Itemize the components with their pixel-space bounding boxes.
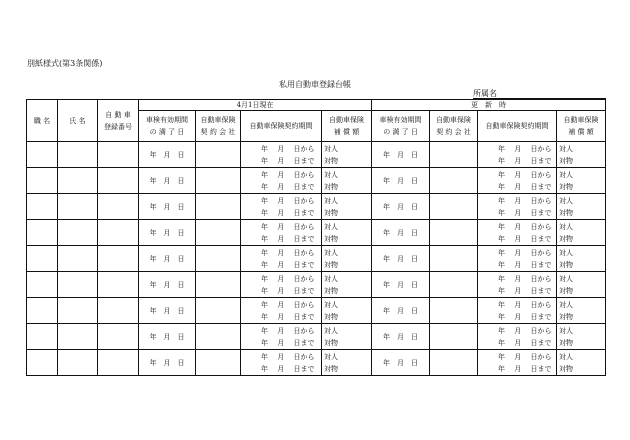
contract-period-cell[interactable]: 年 月 日から 年 月 日まで	[241, 246, 322, 272]
coverage-cell[interactable]: 対人 対物	[557, 350, 606, 376]
affiliation-label: 所属名	[473, 89, 497, 98]
registration-number-cell[interactable]	[98, 142, 139, 168]
table-row	[27, 220, 606, 246]
contract-period-cell[interactable]: 年 月 日から 年 月 日まで	[478, 142, 557, 168]
coverage-cell[interactable]: 対人 対物	[322, 272, 372, 298]
inspection-expiry-cell[interactable]: 年 月 日	[139, 324, 196, 350]
insurer-cell[interactable]	[196, 350, 241, 376]
registration-number-cell[interactable]	[98, 220, 139, 246]
insurer-cell[interactable]	[430, 246, 478, 272]
inspection-expiry-cell[interactable]: 年 月 日	[139, 168, 196, 194]
contract-period-cell[interactable]: 年 月 日から 年 月 日まで	[478, 350, 557, 376]
contract-period-cell[interactable]: 年 月 日から 年 月 日まで	[241, 220, 322, 246]
header-renewal-inspection-expiry: 車検有効期間 の 満 了 日	[372, 111, 430, 142]
header-renewal-insurer: 自動車保険 契 約 会 社	[430, 111, 478, 142]
inspection-expiry-cell[interactable]: 年 月 日	[372, 142, 430, 168]
inspection-expiry-cell[interactable]: 年 月 日	[139, 246, 196, 272]
header-renewal-group: 更 新 時	[372, 100, 606, 111]
coverage-cell[interactable]: 対人 対物	[557, 194, 606, 220]
header-current-group: 4月1日現在	[139, 100, 372, 111]
insurer-cell[interactable]	[430, 168, 478, 194]
name-cell[interactable]	[58, 142, 98, 168]
registration-number-cell[interactable]	[98, 298, 139, 324]
contract-period-cell[interactable]: 年 月 日から 年 月 日まで	[241, 194, 322, 220]
inspection-expiry-cell[interactable]: 年 月 日	[372, 272, 430, 298]
table-row	[27, 272, 606, 298]
contract-period-cell[interactable]: 年 月 日から 年 月 日まで	[478, 194, 557, 220]
inspection-expiry-cell[interactable]: 年 月 日	[139, 272, 196, 298]
contract-period-cell[interactable]: 年 月 日から 年 月 日まで	[478, 272, 557, 298]
insurer-cell[interactable]	[196, 246, 241, 272]
inspection-expiry-cell[interactable]: 年 月 日	[372, 350, 430, 376]
contract-period-cell[interactable]: 年 月 日から 年 月 日まで	[241, 272, 322, 298]
coverage-cell[interactable]: 対人 対物	[557, 298, 606, 324]
registration-ledger-table	[26, 99, 606, 376]
inspection-expiry-cell[interactable]: 年 月 日	[139, 220, 196, 246]
job-title-cell[interactable]	[27, 324, 58, 350]
job-title-cell[interactable]	[27, 298, 58, 324]
insurer-cell[interactable]	[196, 324, 241, 350]
job-title-cell[interactable]	[27, 194, 58, 220]
name-cell[interactable]	[58, 168, 98, 194]
insurer-cell[interactable]	[196, 168, 241, 194]
coverage-cell[interactable]: 対人 対物	[322, 246, 372, 272]
coverage-cell[interactable]: 対人 対物	[322, 194, 372, 220]
name-cell[interactable]	[58, 298, 98, 324]
registration-number-cell[interactable]	[98, 350, 139, 376]
insurer-cell[interactable]	[430, 272, 478, 298]
contract-period-cell[interactable]: 年 月 日から 年 月 日まで	[241, 142, 322, 168]
header-contract-period: 自動車保険契約期間	[241, 111, 322, 142]
inspection-expiry-cell[interactable]: 年 月 日	[372, 298, 430, 324]
registration-number-cell[interactable]	[98, 272, 139, 298]
contract-period-cell[interactable]: 年 月 日から 年 月 日まで	[241, 350, 322, 376]
header-renewal-contract-period: 自動車保険契約期間	[478, 111, 557, 142]
job-title-cell[interactable]	[27, 168, 58, 194]
name-cell[interactable]	[58, 246, 98, 272]
inspection-expiry-cell[interactable]: 年 月 日	[139, 142, 196, 168]
inspection-expiry-cell[interactable]: 年 月 日	[372, 246, 430, 272]
job-title-cell[interactable]	[27, 350, 58, 376]
contract-period-cell[interactable]: 年 月 日から 年 月 日まで	[478, 246, 557, 272]
header-registration-number: 自 動 車 登録番号	[98, 100, 139, 142]
table-row	[27, 142, 606, 168]
insurer-cell[interactable]	[430, 142, 478, 168]
inspection-expiry-cell[interactable]: 年 月 日	[372, 168, 430, 194]
table-row	[27, 194, 606, 220]
coverage-cell[interactable]: 対人 対物	[322, 168, 372, 194]
job-title-cell[interactable]	[27, 220, 58, 246]
coverage-cell[interactable]: 対人 対物	[322, 350, 372, 376]
header-inspection-expiry: 車検有効期間 の 満 了 日	[139, 111, 196, 142]
coverage-cell[interactable]: 対人 対物	[322, 298, 372, 324]
table-row	[27, 298, 606, 324]
table-row	[27, 350, 606, 376]
registration-number-cell[interactable]	[98, 194, 139, 220]
registration-number-cell[interactable]	[98, 324, 139, 350]
form-label: 別紙様式(第3条関係)	[27, 59, 103, 68]
inspection-expiry-cell[interactable]: 年 月 日	[372, 324, 430, 350]
insurer-cell[interactable]	[430, 220, 478, 246]
contract-period-cell[interactable]: 年 月 日から 年 月 日まで	[241, 168, 322, 194]
job-title-cell[interactable]	[27, 142, 58, 168]
insurer-cell[interactable]	[196, 220, 241, 246]
header-coverage: 自動車保険 補 償 額	[322, 111, 372, 142]
job-title-cell[interactable]	[27, 272, 58, 298]
contract-period-cell[interactable]: 年 月 日から 年 月 日まで	[241, 298, 322, 324]
coverage-cell[interactable]: 対人 対物	[557, 246, 606, 272]
inspection-expiry-cell[interactable]: 年 月 日	[139, 350, 196, 376]
name-cell[interactable]	[58, 324, 98, 350]
inspection-expiry-cell[interactable]: 年 月 日	[372, 194, 430, 220]
insurer-cell[interactable]	[430, 298, 478, 324]
name-cell[interactable]	[58, 350, 98, 376]
insurer-cell[interactable]	[430, 324, 478, 350]
contract-period-cell[interactable]: 年 月 日から 年 月 日まで	[241, 324, 322, 350]
coverage-cell[interactable]: 対人 対物	[322, 220, 372, 246]
document-title: 私用自動車登録台帳	[279, 80, 351, 89]
registration-number-cell[interactable]	[98, 168, 139, 194]
insurer-cell[interactable]	[196, 142, 241, 168]
table-row	[27, 168, 606, 194]
coverage-cell[interactable]: 対人 対物	[557, 324, 606, 350]
insurer-cell[interactable]	[196, 194, 241, 220]
coverage-cell[interactable]: 対人 対物	[557, 142, 606, 168]
table-row	[27, 324, 606, 350]
name-cell[interactable]	[58, 220, 98, 246]
contract-period-cell[interactable]: 年 月 日から 年 月 日まで	[478, 324, 557, 350]
coverage-cell[interactable]: 対人 対物	[557, 220, 606, 246]
header-renewal-coverage: 自動車保険 補 償 額	[557, 111, 606, 142]
registration-number-cell[interactable]	[98, 246, 139, 272]
coverage-cell[interactable]: 対人 対物	[322, 142, 372, 168]
header-job-title: 職 名	[27, 100, 58, 142]
inspection-expiry-cell[interactable]: 年 月 日	[372, 220, 430, 246]
job-title-cell[interactable]	[27, 246, 58, 272]
contract-period-cell[interactable]: 年 月 日から 年 月 日まで	[478, 168, 557, 194]
insurer-cell[interactable]	[196, 272, 241, 298]
contract-period-cell[interactable]: 年 月 日から 年 月 日まで	[478, 220, 557, 246]
coverage-cell[interactable]: 対人 対物	[557, 272, 606, 298]
coverage-cell[interactable]: 対人 対物	[322, 324, 372, 350]
insurer-cell[interactable]	[430, 194, 478, 220]
table-row	[27, 246, 606, 272]
header-name: 氏 名	[58, 100, 98, 142]
contract-period-cell[interactable]: 年 月 日から 年 月 日まで	[478, 298, 557, 324]
inspection-expiry-cell[interactable]: 年 月 日	[139, 194, 196, 220]
affiliation-field[interactable]	[473, 88, 606, 99]
inspection-expiry-cell[interactable]: 年 月 日	[139, 298, 196, 324]
name-cell[interactable]	[58, 272, 98, 298]
name-cell[interactable]	[58, 194, 98, 220]
coverage-cell[interactable]: 対人 対物	[557, 168, 606, 194]
header-insurer: 自動車保険 契 約 会 社	[196, 111, 241, 142]
insurer-cell[interactable]	[430, 350, 478, 376]
insurer-cell[interactable]	[196, 298, 241, 324]
